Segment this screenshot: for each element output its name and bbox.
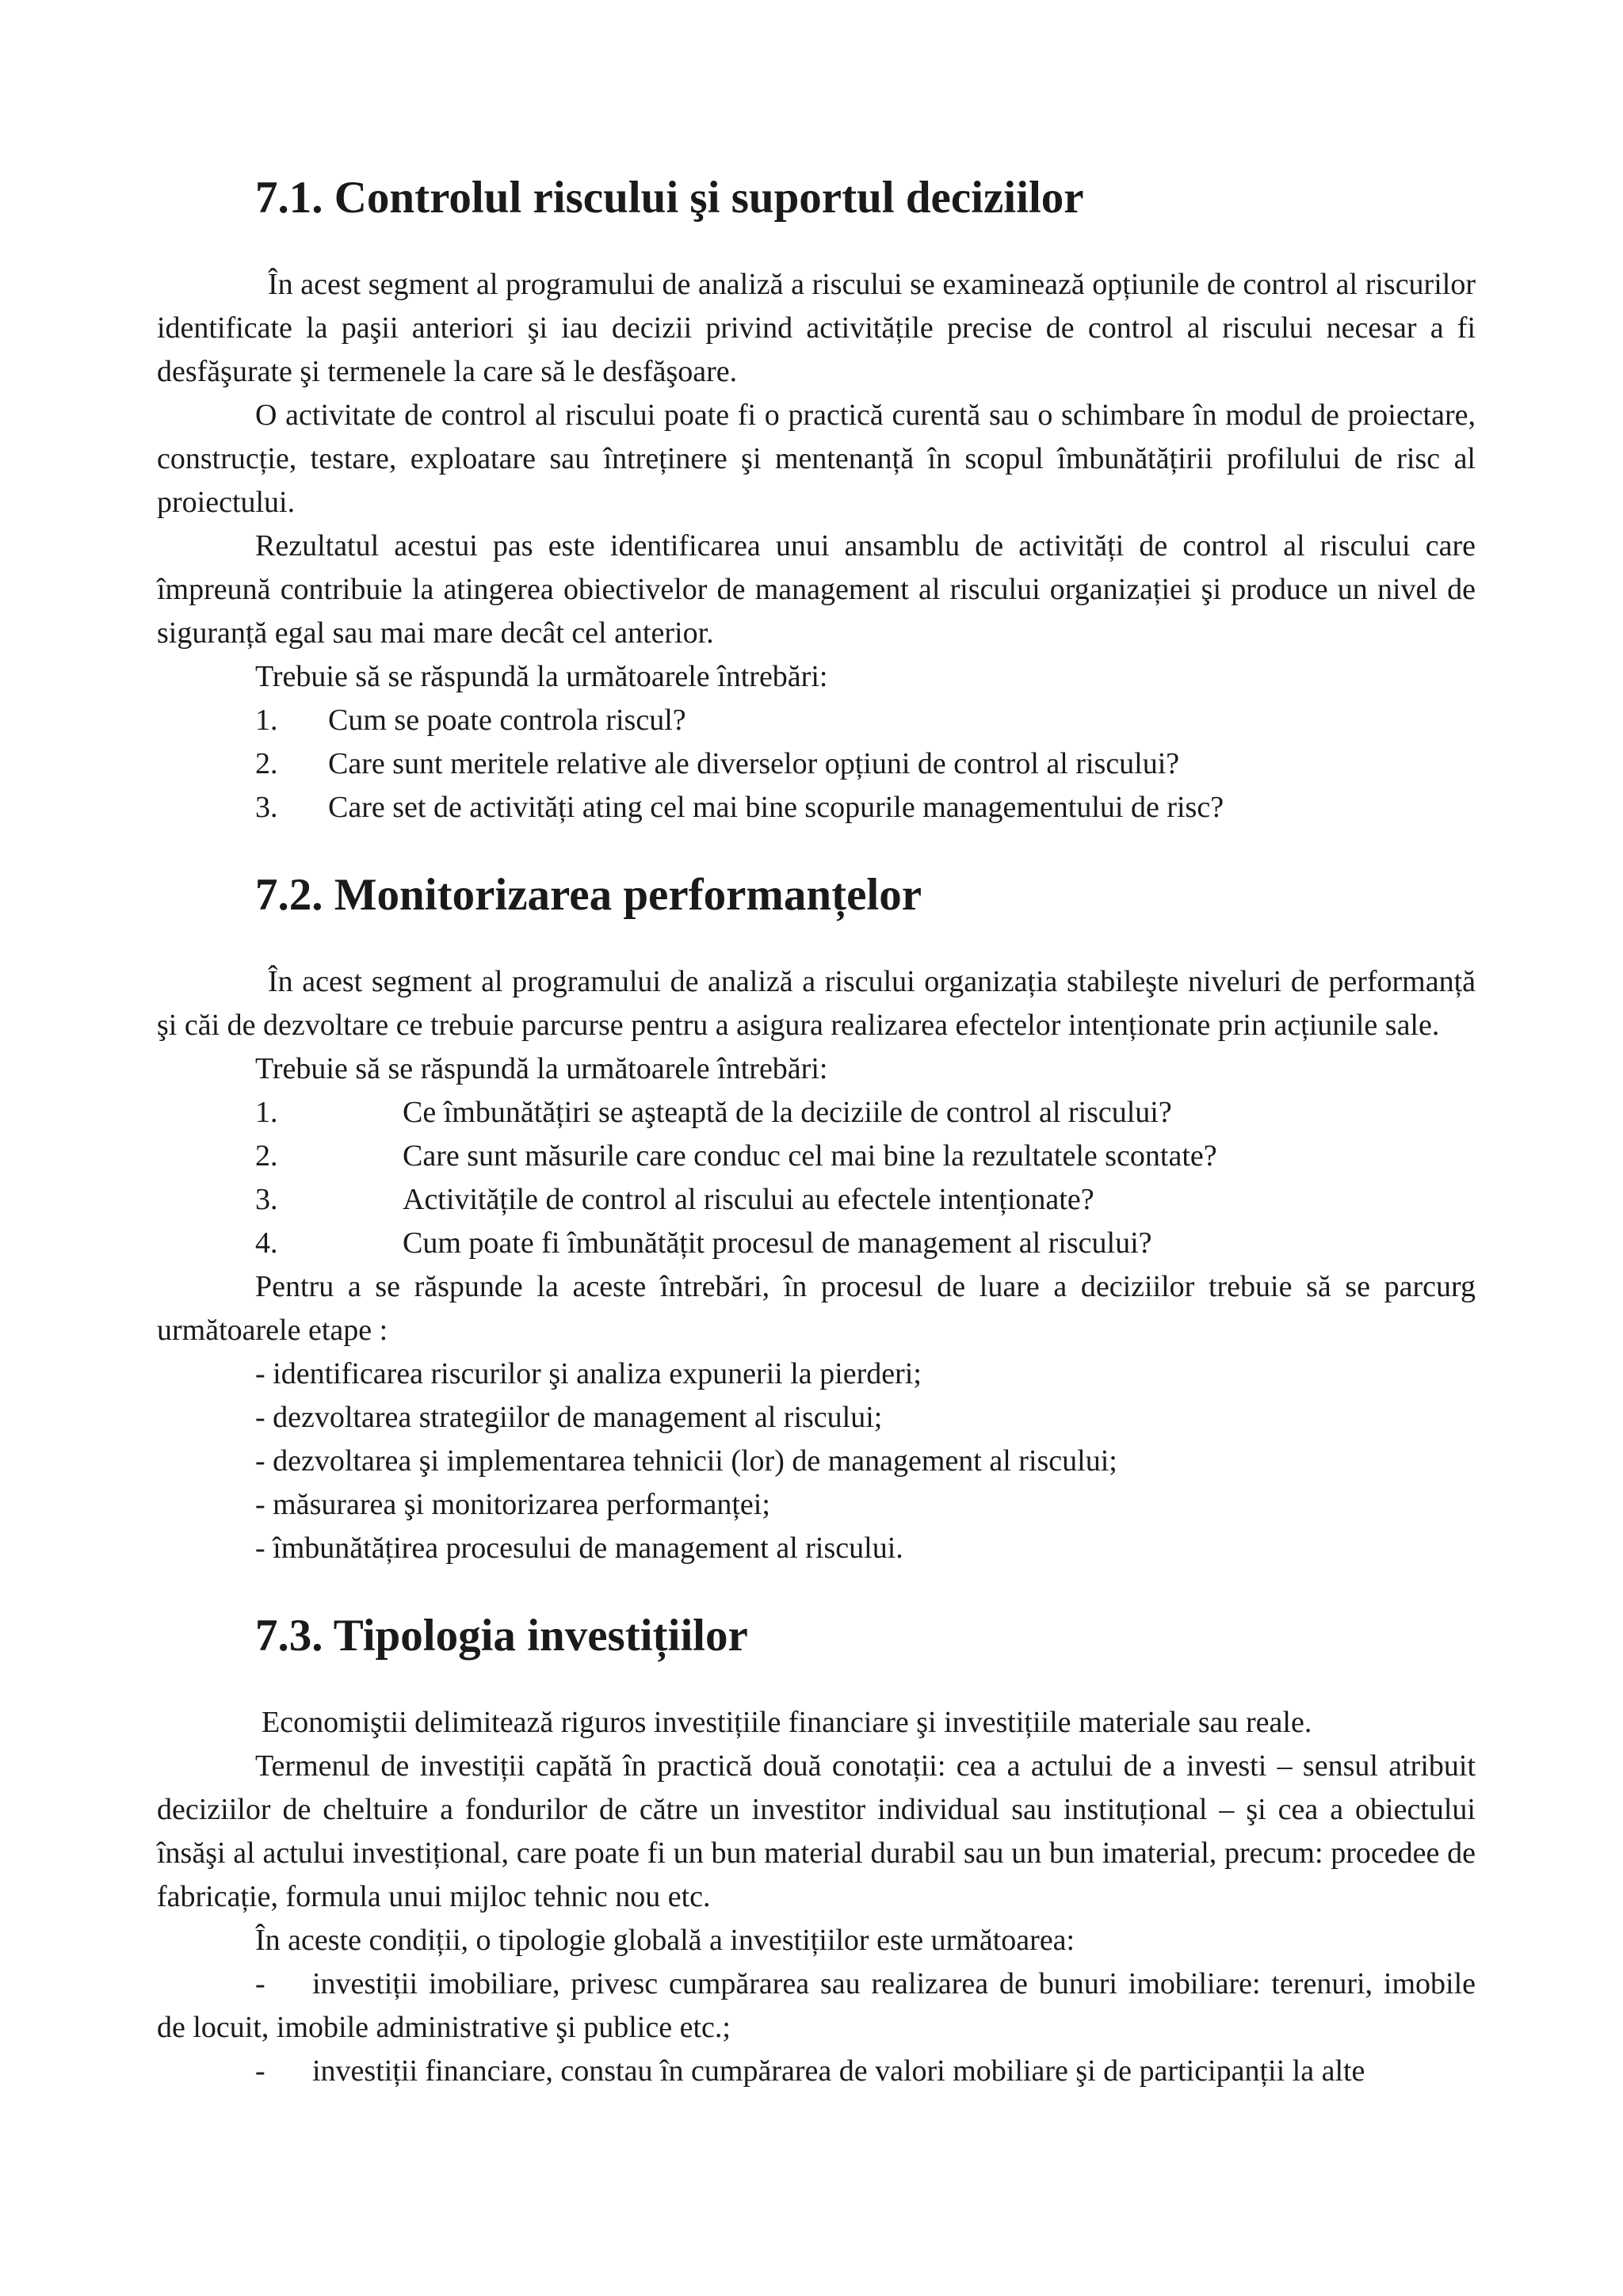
paragraph: În acest segment al programului de analiză a riscului organizația stabileşte niveluri de performanță şi căi de dezvoltare ce trebuie parcurse pentru a asigura realizarea efectelor intenționate prin acțiunile sale. [157,965,1476,1042]
list-item: - investiții imobiliare, privesc cumpărarea sau realizarea de bunuri imobiliare: terenuri, imobile de locuit, imobile administrative şi publice etc.; [157,1967,1476,2044]
paragraph: În aceste condiții, o tipologie globală a investițiilor este următoarea: [255,1924,1075,1957]
list-item: - investiții financiare, constau în cumpărarea de valori mobiliare şi de participanții la alte [255,2054,1365,2088]
document-page [157,173,1476,2093]
list-item: 2. Care sunt meritele relative ale diverselor opțiuni de control al riscului? [255,747,1180,780]
paragraph: Rezultatul acestui pas este identificarea unui ansamblu de activități de control al riscului care împreună contribuie la atingerea obiectivelor de management al riscului organizației şi produce un nivel de siguranță egal sau mai mare decât cel anterior. [157,529,1476,650]
paragraph: Pentru a se răspunde la aceste întrebări, în procesul de luare a deciziilor trebuie să se parcurg următoarele etape : [157,1270,1476,1347]
list-item: 3. Care set de activități ating cel mai bine scopurile managementului de risc? [255,791,1224,824]
questions-intro: Trebuie să se răspundă la următoarele întrebări: [255,1052,828,1085]
list-item: - dezvoltarea şi implementarea tehnicii (lor) de management al riscului; [255,1444,1117,1478]
list-item: - identificarea riscurilor şi analiza expunerii la pierderi; [255,1357,922,1390]
list-item: 3. Activitățile de control al riscului au efectele intenționate? [255,1183,1094,1216]
section-7-3-heading: 7.3. Tipologia investițiilor [255,1611,748,1661]
paragraph: Termenul de investiții capătă în practică două conotații: cea a actului de a investi – sensul atribuit deciziilor de cheltuire a fondurilor de către un investitor individual sau instituțional – şi cea a obiectului însăşi al actului investițional, care poate fi un bun material durabil sau un bun imaterial, precum: procedee de fabricație, formula unui mijloc tehnic nou etc. [157,1749,1476,1913]
paragraph: O activitate de control al riscului poate fi o practică curentă sau o schimbare în modul de proiectare, construcție, testare, exploatare sau întreținere şi mentenanță în scopul îmbunătățirii profilului de risc al proiectului. [157,399,1476,519]
list-item: 2. Care sunt măsurile care conduc cel mai bine la rezultatele scontate? [255,1139,1217,1173]
paragraph: În acest segment al programului de analiză a riscului se examinează opțiunile de control al riscurilor identificate la paşii anteriori şi iau decizii privind activitățile precise de control al riscului necesar a fi desfăşurate şi termenele la care să le desfăşoare. [157,268,1476,388]
list-item: - măsurarea şi monitorizarea performanței; [255,1488,770,1521]
list-item: - dezvoltarea strategiilor de management al riscului; [255,1401,883,1434]
list-item: 4. Cum poate fi îmbunătățit procesul de management al riscului? [255,1226,1152,1260]
paragraph: Economiştii delimitează riguros investițiile financiare şi investițiile materiale sau reale. [262,1706,1312,1739]
questions-intro: Trebuie să se răspundă la următoarele întrebări: [255,660,828,693]
section-7-1-heading: 7.1. Controlul riscului şi suportul deciziilor [255,173,1084,223]
list-item: - îmbunătățirea procesului de management al riscului. [255,1531,903,1565]
section-7-2-heading: 7.2. Monitorizarea performanțelor [255,870,922,920]
list-item: 1. Ce îmbunătățiri se aşteaptă de la deciziile de control al riscului? [255,1096,1172,1129]
list-item: 1. Cum se poate controla riscul? [255,704,686,737]
